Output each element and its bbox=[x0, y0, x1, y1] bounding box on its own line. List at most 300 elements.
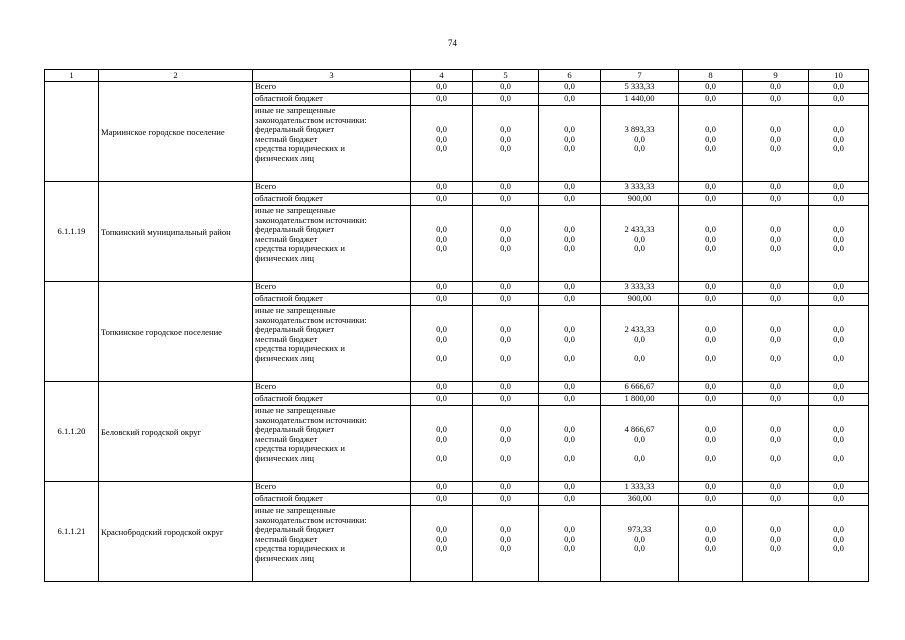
value-text: 0,0 bbox=[436, 524, 447, 535]
value-text: 0,0 bbox=[634, 533, 645, 544]
value-cell: 0,0 bbox=[809, 294, 869, 306]
value-cell: 0,0 bbox=[473, 382, 539, 394]
funding-source-label: федеральный бюджет bbox=[255, 424, 335, 435]
funding-source-label: законодательством источники: bbox=[255, 114, 367, 125]
value-text: 0,0 bbox=[634, 333, 645, 344]
value-cell: 0,0 bbox=[411, 382, 473, 394]
funding-source-cell bbox=[253, 482, 411, 494]
column-header: 7 bbox=[601, 70, 679, 82]
funding-source-label: местный бюджет bbox=[255, 533, 318, 544]
value-text bbox=[679, 406, 742, 416]
value-cell bbox=[473, 206, 539, 282]
value-text bbox=[743, 154, 808, 164]
funding-source-label: местный бюджет bbox=[255, 233, 318, 244]
value-cell bbox=[679, 106, 743, 182]
value-cell: 5 333,33 bbox=[601, 82, 679, 94]
value-text: 0,0 bbox=[770, 433, 781, 444]
value-text: 0,0 bbox=[500, 352, 511, 363]
funding-source-label: Всего bbox=[255, 381, 277, 391]
funding-source-label: законодательством источники: bbox=[255, 514, 367, 525]
value-text: 0,0 bbox=[705, 124, 716, 135]
value-text: 0,0 bbox=[705, 352, 716, 363]
value-cell: 0,0 bbox=[411, 94, 473, 106]
column-header: 9 bbox=[743, 70, 809, 82]
value-text: 0,0 bbox=[705, 333, 716, 344]
value-cell bbox=[411, 106, 473, 182]
value-text: 0,0 bbox=[705, 324, 716, 335]
value-text: 0,0 bbox=[705, 424, 716, 435]
value-cell: 0,0 bbox=[679, 294, 743, 306]
value-cell: 0,0 bbox=[539, 394, 601, 406]
value-cell: 0,0 bbox=[539, 194, 601, 206]
funding-source-cell bbox=[253, 494, 411, 506]
value-text: 0,0 bbox=[500, 452, 511, 463]
value-text: 0,0 bbox=[833, 143, 844, 154]
value-text: 4 866,67 bbox=[624, 424, 655, 435]
value-text bbox=[809, 506, 868, 516]
value-text: 0,0 bbox=[564, 224, 575, 235]
value-cell bbox=[809, 106, 869, 182]
value-text: 0,0 bbox=[770, 424, 781, 435]
value-cell: 0,0 bbox=[809, 494, 869, 506]
value-text: 0,0 bbox=[770, 543, 781, 554]
header-row bbox=[45, 70, 869, 82]
value-text bbox=[601, 554, 678, 564]
value-text bbox=[473, 506, 538, 516]
value-text bbox=[411, 406, 472, 416]
value-cell: 0,0 bbox=[411, 282, 473, 294]
value-cell: 0,0 bbox=[539, 182, 601, 194]
value-cell: 0,0 bbox=[473, 394, 539, 406]
value-cell: 0,0 bbox=[539, 382, 601, 394]
value-cell: 0,0 bbox=[679, 382, 743, 394]
value-cell: 0,0 bbox=[679, 394, 743, 406]
value-text: 2 433,33 bbox=[624, 324, 655, 335]
value-cell bbox=[411, 306, 473, 382]
table-row bbox=[45, 482, 869, 494]
funding-source-label: средства юридических и bbox=[255, 443, 345, 454]
value-cell bbox=[411, 506, 473, 582]
value-cell: 0,0 bbox=[809, 194, 869, 206]
value-text bbox=[411, 154, 472, 164]
value-cell bbox=[601, 406, 679, 482]
funding-source-cell bbox=[253, 94, 411, 106]
municipality-name-cell bbox=[99, 82, 253, 182]
value-cell bbox=[743, 406, 809, 482]
funding-source-label: физических лиц bbox=[255, 352, 315, 363]
value-cell bbox=[601, 506, 679, 582]
value-cell bbox=[743, 306, 809, 382]
column-header: 2 bbox=[99, 70, 253, 82]
value-text: 0,0 bbox=[833, 524, 844, 535]
value-cell: 0,0 bbox=[809, 182, 869, 194]
value-text: 0,0 bbox=[770, 133, 781, 144]
value-text: 2 433,33 bbox=[624, 224, 655, 235]
value-text bbox=[809, 554, 868, 564]
value-text: 0,0 bbox=[833, 424, 844, 435]
value-text: 0,0 bbox=[833, 133, 844, 144]
value-text: 0,0 bbox=[770, 143, 781, 154]
municipality-name: Мариинское городское поселение bbox=[101, 126, 225, 137]
value-text: 0,0 bbox=[564, 333, 575, 344]
funding-source-label: средства юридических и bbox=[255, 243, 345, 254]
value-text bbox=[539, 554, 600, 564]
funding-source-cell bbox=[253, 406, 411, 482]
value-cell bbox=[601, 306, 679, 382]
value-text: 0,0 bbox=[436, 424, 447, 435]
funding-source-cell bbox=[253, 394, 411, 406]
value-cell: 0,0 bbox=[411, 482, 473, 494]
value-text: 0,0 bbox=[833, 224, 844, 235]
value-text: 973,33 bbox=[627, 524, 652, 535]
value-text bbox=[473, 554, 538, 564]
value-text bbox=[809, 406, 868, 416]
value-cell: 0,0 bbox=[411, 82, 473, 94]
value-text bbox=[679, 306, 742, 316]
row-code bbox=[45, 282, 99, 382]
value-text: 0,0 bbox=[833, 243, 844, 254]
funding-source-label: иные не запрещенные bbox=[255, 205, 336, 215]
funding-source-label: федеральный бюджет bbox=[255, 224, 335, 235]
value-text: 0,0 bbox=[500, 333, 511, 344]
funding-source-cell bbox=[253, 506, 411, 582]
value-text bbox=[473, 406, 538, 416]
value-text: 0,0 bbox=[634, 352, 645, 363]
value-cell bbox=[411, 406, 473, 482]
funding-source-label: законодательством источники: bbox=[255, 414, 367, 425]
table-row bbox=[45, 82, 869, 94]
value-cell: 0,0 bbox=[539, 282, 601, 294]
value-cell: 0,0 bbox=[473, 82, 539, 94]
value-cell: 0,0 bbox=[473, 494, 539, 506]
funding-source-label: местный бюджет bbox=[255, 133, 318, 144]
value-text: 0,0 bbox=[500, 243, 511, 254]
funding-source-label: иные не запрещенные bbox=[255, 505, 336, 515]
funding-source-label: законодательством источники: bbox=[255, 314, 367, 325]
funding-source-label: местный бюджет bbox=[255, 433, 318, 444]
value-cell: 0,0 bbox=[679, 494, 743, 506]
value-text: 0,0 bbox=[500, 524, 511, 535]
value-text bbox=[411, 206, 472, 216]
column-header: 5 bbox=[473, 70, 539, 82]
value-text: 0,0 bbox=[564, 433, 575, 444]
value-cell bbox=[809, 506, 869, 582]
funding-source-label: иные не запрещенные bbox=[255, 405, 336, 415]
funding-source-label: Всего bbox=[255, 281, 277, 291]
funding-source-label: федеральный бюджет bbox=[255, 324, 335, 335]
value-text: 0,0 bbox=[770, 243, 781, 254]
value-text: 0,0 bbox=[500, 533, 511, 544]
value-text: 0,0 bbox=[564, 543, 575, 554]
value-text bbox=[539, 106, 600, 116]
funding-source-label: законодательством источники: bbox=[255, 214, 367, 225]
value-text: 0,0 bbox=[436, 143, 447, 154]
column-header: 8 bbox=[679, 70, 743, 82]
value-cell: 0,0 bbox=[679, 82, 743, 94]
value-cell: 0,0 bbox=[473, 482, 539, 494]
value-cell: 0,0 bbox=[809, 482, 869, 494]
value-text bbox=[601, 254, 678, 264]
value-text bbox=[679, 106, 742, 116]
value-text: 0,0 bbox=[705, 543, 716, 554]
value-text: 0,0 bbox=[833, 233, 844, 244]
value-text bbox=[473, 306, 538, 316]
value-cell: 0,0 bbox=[411, 494, 473, 506]
value-text bbox=[539, 406, 600, 416]
column-header: 1 bbox=[45, 70, 99, 82]
value-cell bbox=[473, 406, 539, 482]
value-cell: 900,00 bbox=[601, 294, 679, 306]
value-cell: 0,0 bbox=[809, 394, 869, 406]
value-text: 0,0 bbox=[634, 233, 645, 244]
value-cell bbox=[539, 206, 601, 282]
value-text bbox=[539, 306, 600, 316]
municipality-name-cell bbox=[99, 182, 253, 282]
value-cell: 0,0 bbox=[473, 282, 539, 294]
funding-source-cell bbox=[253, 194, 411, 206]
value-cell bbox=[743, 506, 809, 582]
value-text: 0,0 bbox=[500, 143, 511, 154]
value-text bbox=[601, 406, 678, 416]
funding-source-label: областной бюджет bbox=[255, 293, 323, 303]
value-cell: 0,0 bbox=[539, 482, 601, 494]
table-row bbox=[45, 282, 869, 294]
value-text bbox=[679, 554, 742, 564]
value-cell bbox=[679, 206, 743, 282]
funding-source-cell bbox=[253, 382, 411, 394]
value-cell: 0,0 bbox=[743, 494, 809, 506]
column-header: 3 bbox=[253, 70, 411, 82]
funding-source-cell bbox=[253, 82, 411, 94]
value-text: 0,0 bbox=[500, 433, 511, 444]
column-header: 10 bbox=[809, 70, 869, 82]
value-cell: 0,0 bbox=[743, 294, 809, 306]
municipality-name-cell bbox=[99, 282, 253, 382]
value-cell bbox=[539, 506, 601, 582]
value-text: 0,0 bbox=[500, 233, 511, 244]
value-text: 0,0 bbox=[634, 452, 645, 463]
value-cell: 0,0 bbox=[411, 294, 473, 306]
value-cell: 900,00 bbox=[601, 194, 679, 206]
value-cell: 0,0 bbox=[743, 482, 809, 494]
funding-source-label: Всего bbox=[255, 81, 277, 91]
value-cell: 1 440,00 bbox=[601, 94, 679, 106]
value-text bbox=[743, 554, 808, 564]
value-text: 0,0 bbox=[770, 324, 781, 335]
column-header: 4 bbox=[411, 70, 473, 82]
value-text bbox=[411, 306, 472, 316]
value-text bbox=[473, 154, 538, 164]
value-text: 0,0 bbox=[770, 524, 781, 535]
value-text bbox=[539, 206, 600, 216]
municipality-name-cell bbox=[99, 482, 253, 582]
value-cell: 0,0 bbox=[743, 194, 809, 206]
value-cell: 0,0 bbox=[411, 194, 473, 206]
value-cell: 0,0 bbox=[809, 382, 869, 394]
value-text bbox=[809, 306, 868, 316]
column-header: 6 bbox=[539, 70, 601, 82]
funding-source-cell bbox=[253, 306, 411, 382]
value-text bbox=[411, 254, 472, 264]
value-cell: 6 666,67 bbox=[601, 382, 679, 394]
funding-source-label: физических лиц bbox=[255, 552, 315, 563]
funding-source-label: физических лиц bbox=[255, 452, 315, 463]
budget-table bbox=[44, 69, 869, 582]
value-cell: 0,0 bbox=[679, 194, 743, 206]
value-text bbox=[743, 254, 808, 264]
value-cell: 3 333,33 bbox=[601, 182, 679, 194]
value-text: 0,0 bbox=[436, 243, 447, 254]
value-cell bbox=[743, 206, 809, 282]
table-row bbox=[45, 382, 869, 394]
value-text: 0,0 bbox=[833, 533, 844, 544]
funding-source-label: иные не запрещенные bbox=[255, 105, 336, 115]
value-text bbox=[743, 506, 808, 516]
value-cell: 0,0 bbox=[809, 82, 869, 94]
funding-source-label: иные не запрещенные bbox=[255, 305, 336, 315]
value-cell bbox=[473, 506, 539, 582]
value-text: 0,0 bbox=[500, 224, 511, 235]
value-text: 0,0 bbox=[564, 424, 575, 435]
municipality-name-cell bbox=[99, 382, 253, 482]
value-text: 0,0 bbox=[436, 133, 447, 144]
value-text: 0,0 bbox=[770, 333, 781, 344]
value-text: 0,0 bbox=[436, 224, 447, 235]
value-text bbox=[679, 154, 742, 164]
value-text: 0,0 bbox=[634, 433, 645, 444]
value-cell: 0,0 bbox=[679, 94, 743, 106]
municipality-name: Топкинский муниципальный район bbox=[101, 226, 231, 237]
value-cell bbox=[411, 206, 473, 282]
value-cell bbox=[539, 306, 601, 382]
value-text: 0,0 bbox=[705, 433, 716, 444]
value-text: 0,0 bbox=[500, 324, 511, 335]
funding-source-label: местный бюджет bbox=[255, 333, 318, 344]
value-text bbox=[743, 206, 808, 216]
municipality-name: Краснобродский городской округ bbox=[101, 526, 224, 537]
value-text: 0,0 bbox=[833, 352, 844, 363]
value-text: 0,0 bbox=[705, 233, 716, 244]
value-cell: 0,0 bbox=[411, 394, 473, 406]
value-text: 0,0 bbox=[833, 324, 844, 335]
value-text: 0,0 bbox=[705, 524, 716, 535]
value-text: 3 893,33 bbox=[624, 124, 655, 135]
value-text: 0,0 bbox=[564, 524, 575, 535]
funding-source-label: федеральный бюджет bbox=[255, 524, 335, 535]
row-code: 6.1.1.20 bbox=[45, 382, 99, 482]
funding-source-cell bbox=[253, 182, 411, 194]
value-text bbox=[473, 106, 538, 116]
value-cell: 0,0 bbox=[743, 282, 809, 294]
value-text: 0,0 bbox=[564, 143, 575, 154]
value-cell: 0,0 bbox=[743, 182, 809, 194]
value-cell: 0,0 bbox=[743, 382, 809, 394]
funding-source-label: областной бюджет bbox=[255, 93, 323, 103]
value-cell: 3 333,33 bbox=[601, 282, 679, 294]
value-cell: 0,0 bbox=[679, 482, 743, 494]
value-text: 0,0 bbox=[436, 233, 447, 244]
row-code bbox=[45, 82, 99, 182]
funding-source-cell bbox=[253, 106, 411, 182]
value-text bbox=[679, 506, 742, 516]
value-text: 0,0 bbox=[770, 224, 781, 235]
funding-source-cell bbox=[253, 294, 411, 306]
value-cell: 0,0 bbox=[473, 194, 539, 206]
value-text: 0,0 bbox=[564, 452, 575, 463]
value-text bbox=[743, 306, 808, 316]
value-text: 0,0 bbox=[436, 124, 447, 135]
funding-source-label: средства юридических и bbox=[255, 143, 345, 154]
value-cell bbox=[809, 406, 869, 482]
value-cell: 0,0 bbox=[473, 94, 539, 106]
value-text: 0,0 bbox=[564, 533, 575, 544]
row-code: 6.1.1.19 bbox=[45, 182, 99, 282]
value-cell: 0,0 bbox=[539, 82, 601, 94]
value-text bbox=[411, 106, 472, 116]
value-text bbox=[601, 306, 678, 316]
value-text: 0,0 bbox=[500, 543, 511, 554]
value-text bbox=[539, 506, 600, 516]
value-cell bbox=[679, 306, 743, 382]
value-text: 0,0 bbox=[500, 124, 511, 135]
value-text: 0,0 bbox=[436, 452, 447, 463]
value-cell: 0,0 bbox=[743, 394, 809, 406]
value-text bbox=[743, 106, 808, 116]
value-text: 0,0 bbox=[770, 233, 781, 244]
value-text: 0,0 bbox=[634, 243, 645, 254]
value-text: 0,0 bbox=[833, 124, 844, 135]
value-text: 0,0 bbox=[833, 433, 844, 444]
value-text: 0,0 bbox=[705, 243, 716, 254]
value-text: 0,0 bbox=[705, 133, 716, 144]
funding-source-label: Всего bbox=[255, 481, 277, 491]
value-cell: 0,0 bbox=[473, 294, 539, 306]
value-text: 0,0 bbox=[770, 533, 781, 544]
funding-source-label: средства юридических и bbox=[255, 343, 345, 354]
value-text bbox=[601, 154, 678, 164]
value-text bbox=[679, 206, 742, 216]
table-body bbox=[45, 82, 869, 582]
value-text: 0,0 bbox=[770, 352, 781, 363]
value-cell bbox=[473, 306, 539, 382]
funding-source-label: Всего bbox=[255, 181, 277, 191]
value-text bbox=[473, 254, 538, 264]
municipality-name: Топкинское городское поселение bbox=[101, 326, 222, 337]
value-text: 0,0 bbox=[436, 433, 447, 444]
value-cell: 0,0 bbox=[539, 494, 601, 506]
value-cell bbox=[601, 206, 679, 282]
value-text bbox=[411, 506, 472, 516]
municipality-name: Беловский городской округ bbox=[101, 426, 202, 437]
value-text: 0,0 bbox=[436, 352, 447, 363]
value-text bbox=[743, 406, 808, 416]
funding-source-label: физических лиц bbox=[255, 252, 315, 263]
value-cell bbox=[679, 406, 743, 482]
value-text bbox=[411, 554, 472, 564]
funding-source-label: областной бюджет bbox=[255, 493, 323, 503]
value-text: 0,0 bbox=[436, 333, 447, 344]
value-text bbox=[809, 154, 868, 164]
value-text: 0,0 bbox=[634, 143, 645, 154]
value-cell bbox=[539, 406, 601, 482]
value-text bbox=[809, 206, 868, 216]
value-text: 0,0 bbox=[634, 543, 645, 554]
funding-source-label: федеральный бюджет bbox=[255, 124, 335, 135]
value-text bbox=[601, 106, 678, 116]
value-cell: 360,00 bbox=[601, 494, 679, 506]
funding-source-label: физических лиц bbox=[255, 152, 315, 163]
row-code: 6.1.1.21 bbox=[45, 482, 99, 582]
